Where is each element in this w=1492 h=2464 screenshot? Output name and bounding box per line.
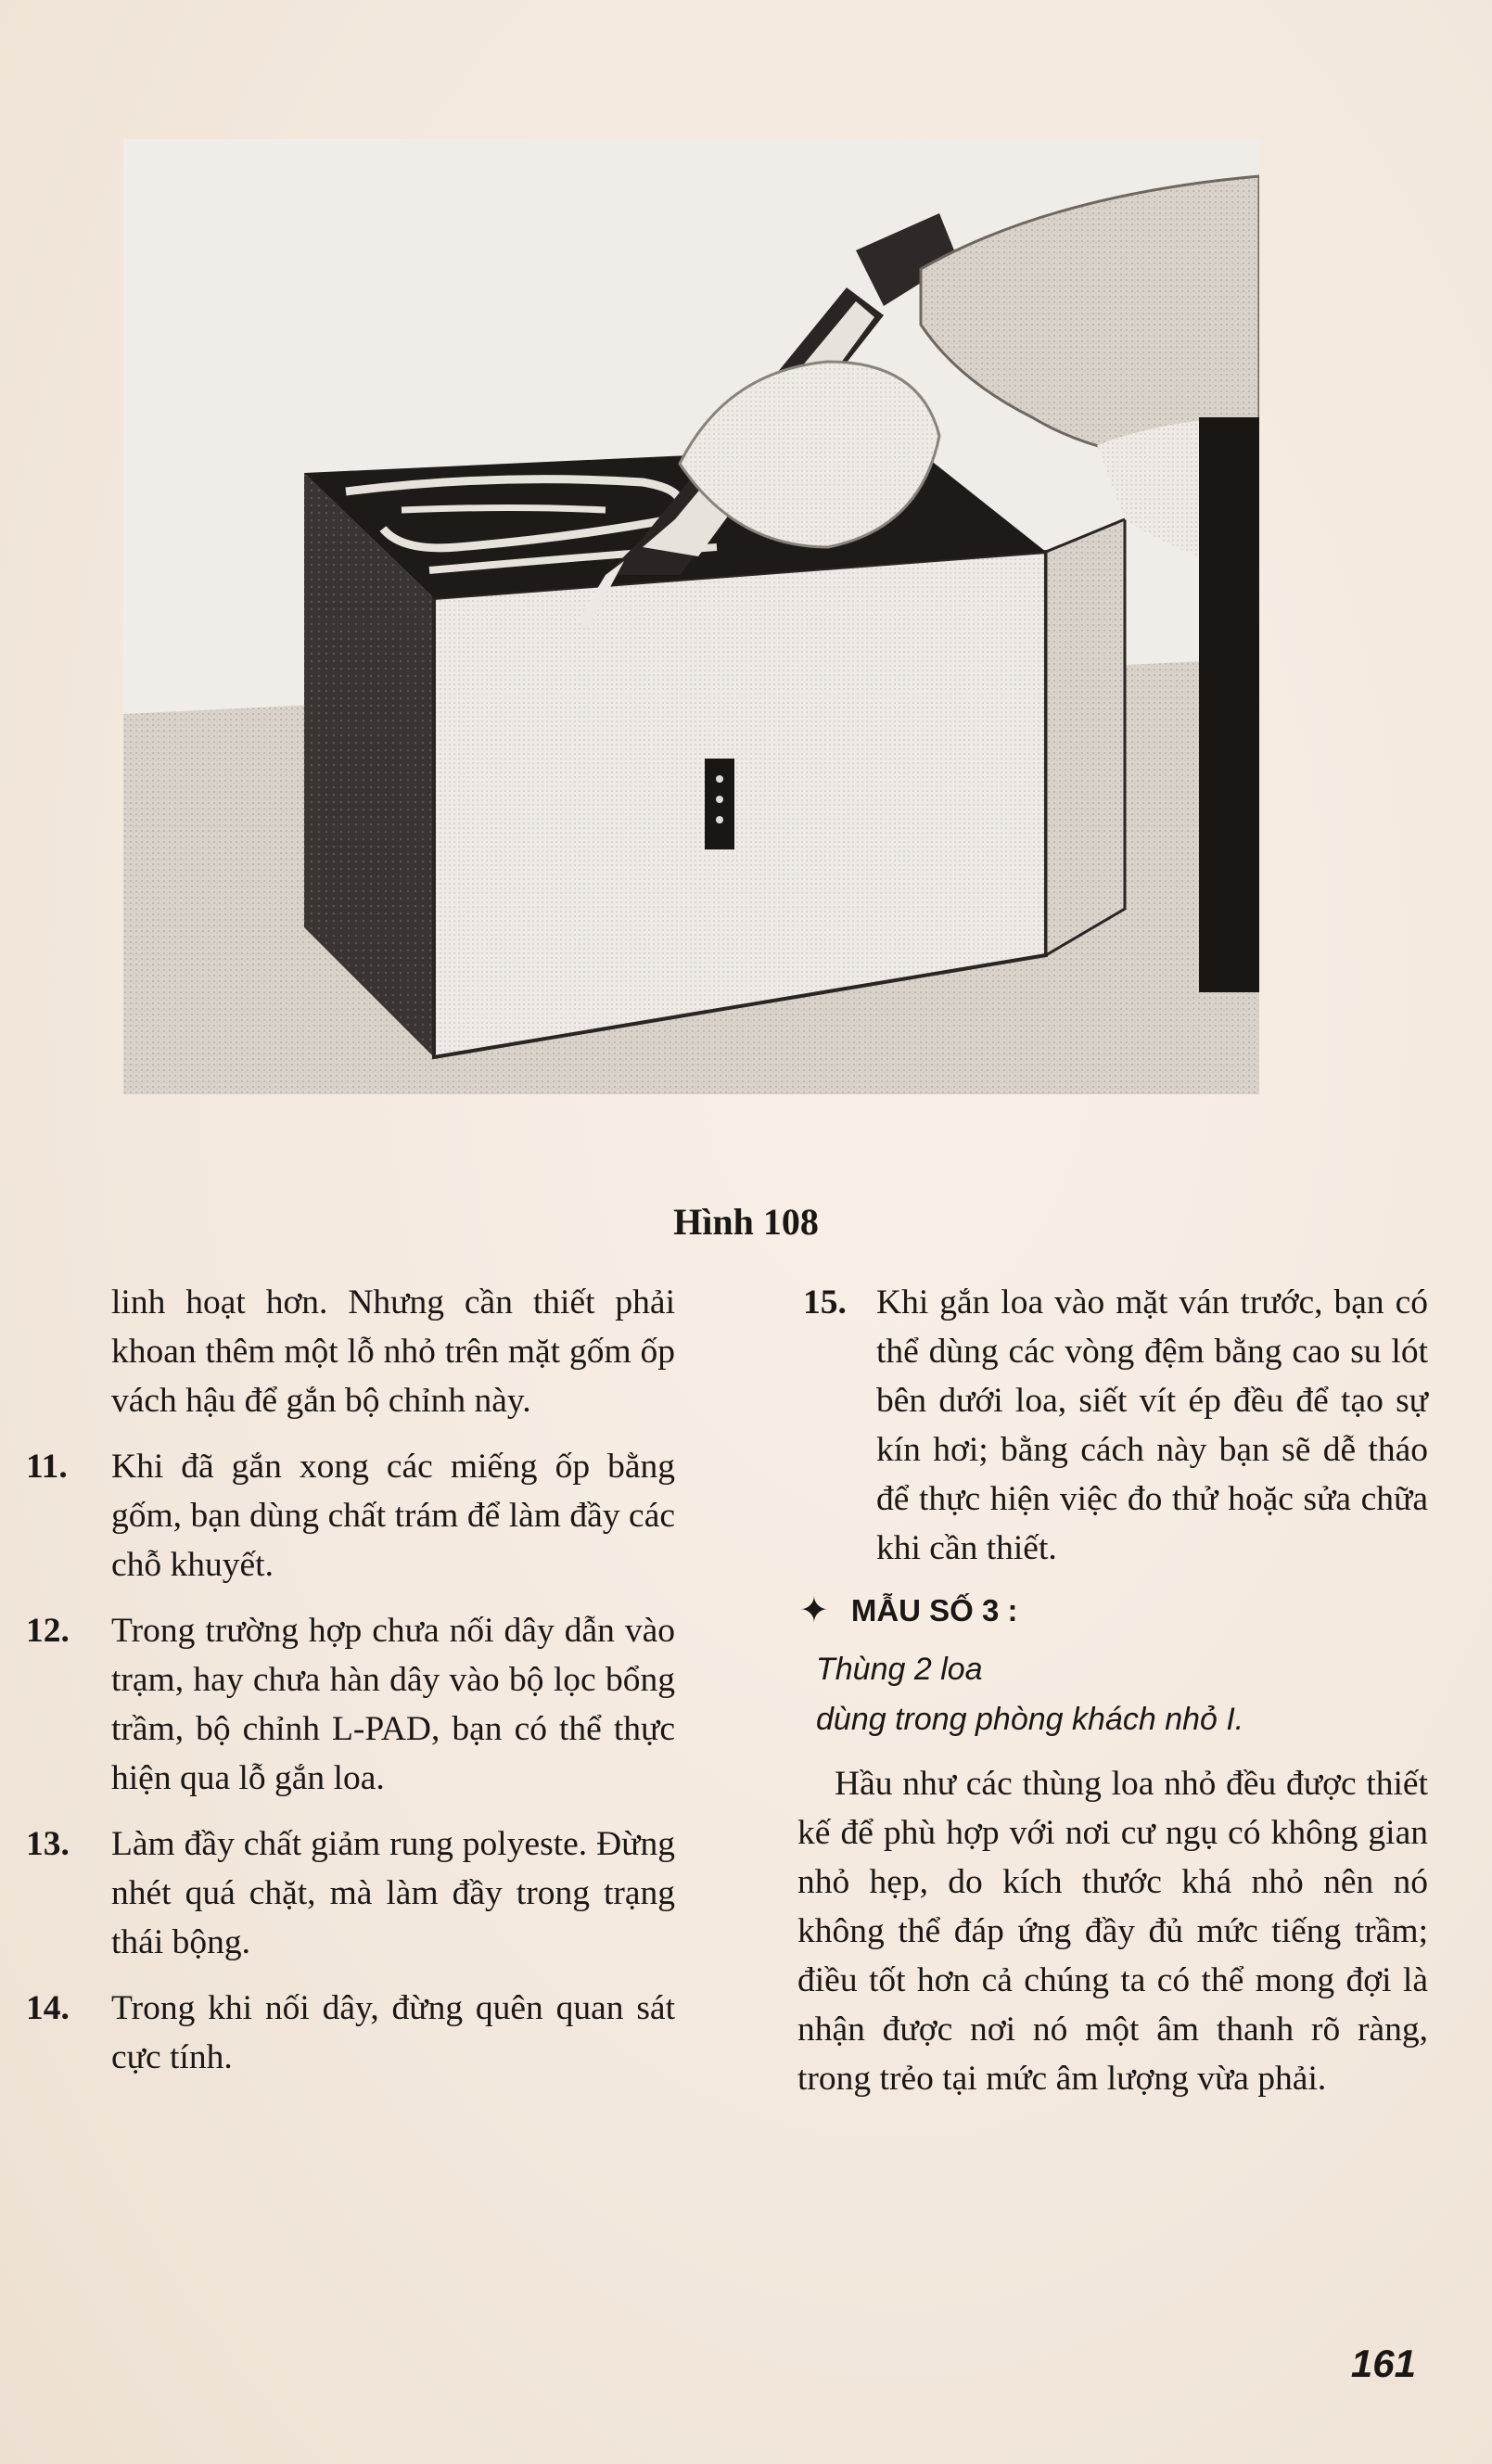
item-number: 13. bbox=[26, 1825, 70, 1863]
figure-caption: Hình 108 bbox=[673, 1201, 819, 1243]
list-item bbox=[26, 1984, 675, 2082]
sample-heading bbox=[797, 1589, 1428, 1631]
item-number: 14. bbox=[26, 1989, 70, 2027]
subtitle-line: dùng trong phòng khách nhỏ I. bbox=[816, 1702, 1244, 1737]
list-item bbox=[26, 1606, 675, 1803]
list-item bbox=[26, 1819, 675, 1967]
sample-heading-text: MẪU SỐ 3 : bbox=[850, 1592, 1018, 1628]
four-point-star-icon: ✦ bbox=[799, 1591, 829, 1630]
figure-photo-sealing-speaker-box bbox=[123, 139, 1259, 1094]
item-text: Làm đầy chất giảm rung polyeste. Đừng nhét quá chặt, mà làm đầy trong trạng thái bộng. bbox=[111, 1825, 675, 1961]
page-number: 161 bbox=[1350, 2342, 1416, 2385]
left-column bbox=[26, 1278, 675, 2099]
item-number: 11. bbox=[26, 1448, 68, 1486]
list-item bbox=[26, 1442, 675, 1589]
item-number: 12. bbox=[26, 1612, 70, 1650]
sample-subtitle bbox=[797, 1644, 1428, 1744]
item-number: 15. bbox=[803, 1283, 847, 1321]
right-column bbox=[797, 1278, 1428, 2103]
item-text: Trong khi nối dây, đừng quên quan sát cực tính. bbox=[111, 1989, 675, 2076]
subtitle-line: Thùng 2 loa bbox=[816, 1652, 983, 1687]
continued-paragraph: linh hoạt hơn. Nhưng cần thiết phải khoan thêm một lỗ nhỏ trên mặt gốm ốp vách hậu để gắn bộ chỉnh này. bbox=[111, 1283, 675, 1420]
item-text: Khi gắn loa vào mặt ván trước, bạn có thể dùng các vòng đệm bằng cao su lót bên dưới loa, siết vít ép đều để tạo sự kín hơi; bằng cách này bạn sẽ dễ tháo để thực hiện việc đo thử hoặc sửa chữa khi cần thiết. bbox=[876, 1283, 1428, 1567]
photo-illustration bbox=[123, 139, 1259, 1094]
item-text: Khi đã gắn xong các miếng ốp bằng gốm, bạn dùng chất trám để làm đầy các chỗ khuyết. bbox=[111, 1448, 675, 1584]
list-item bbox=[797, 1278, 1428, 1573]
body-paragraph: Hầu như các thùng loa nhỏ đều được thiết kế để phù hợp với nơi cư ngụ có không gian nhỏ hẹp, do kích thước khá nhỏ nên nó không thể đáp ứng đầy đủ mức tiếng trầm; điều tốt hơn cả chúng ta có thể mong đợi là nhận được nơi nó một âm thanh rõ ràng, trong trẻo tại mức âm lượng vừa phải. bbox=[797, 1765, 1428, 2098]
item-text: Trong trường hợp chưa nối dây dẫn vào trạm, hay chưa hàn dây vào bộ lọc bổng trầm, bộ chỉnh L-PAD, bạn có thể thực hiện qua lỗ gắn loa. bbox=[111, 1612, 675, 1797]
